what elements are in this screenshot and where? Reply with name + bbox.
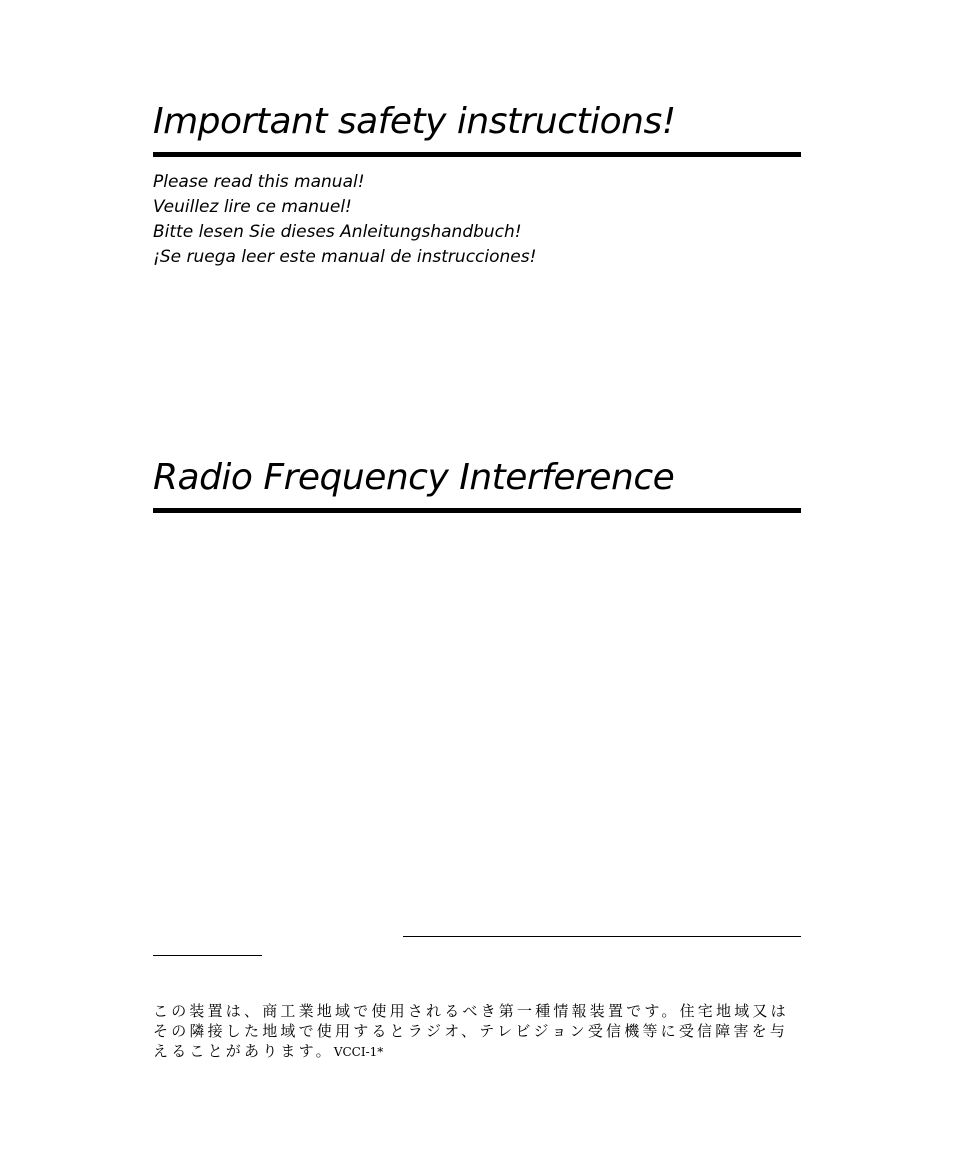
- vcci-notice-text: この装置は、商工業地域で使用されるべき第一種情報装置です。住宅地域又はその隣接した地域で使用するとラジオ、テレビジョン受信機等に受信障害を与えることがあります。: [153, 1002, 789, 1060]
- please-read-german: Bitte lesen Sie dieses Anleitungshandbuch!: [153, 222, 522, 242]
- footnote-rule: [153, 955, 262, 956]
- safety-title-rule: [153, 152, 801, 157]
- rfi-title: Radio Frequency Interference: [153, 457, 675, 498]
- rfi-title-rule: [153, 508, 801, 513]
- please-read-spanish: ¡Se ruega leer este manual de instrucciones!: [153, 247, 537, 267]
- please-read-french: Veuillez lire ce manuel!: [153, 197, 352, 217]
- please-read-english: Please read this manual!: [153, 172, 365, 192]
- vcci-notice: [153, 1001, 803, 1062]
- please-read-list: [153, 170, 536, 270]
- safety-title: Important safety instructions!: [153, 101, 676, 142]
- vcci-code: VCCI-1*: [333, 1045, 384, 1059]
- divider-line: [403, 936, 801, 937]
